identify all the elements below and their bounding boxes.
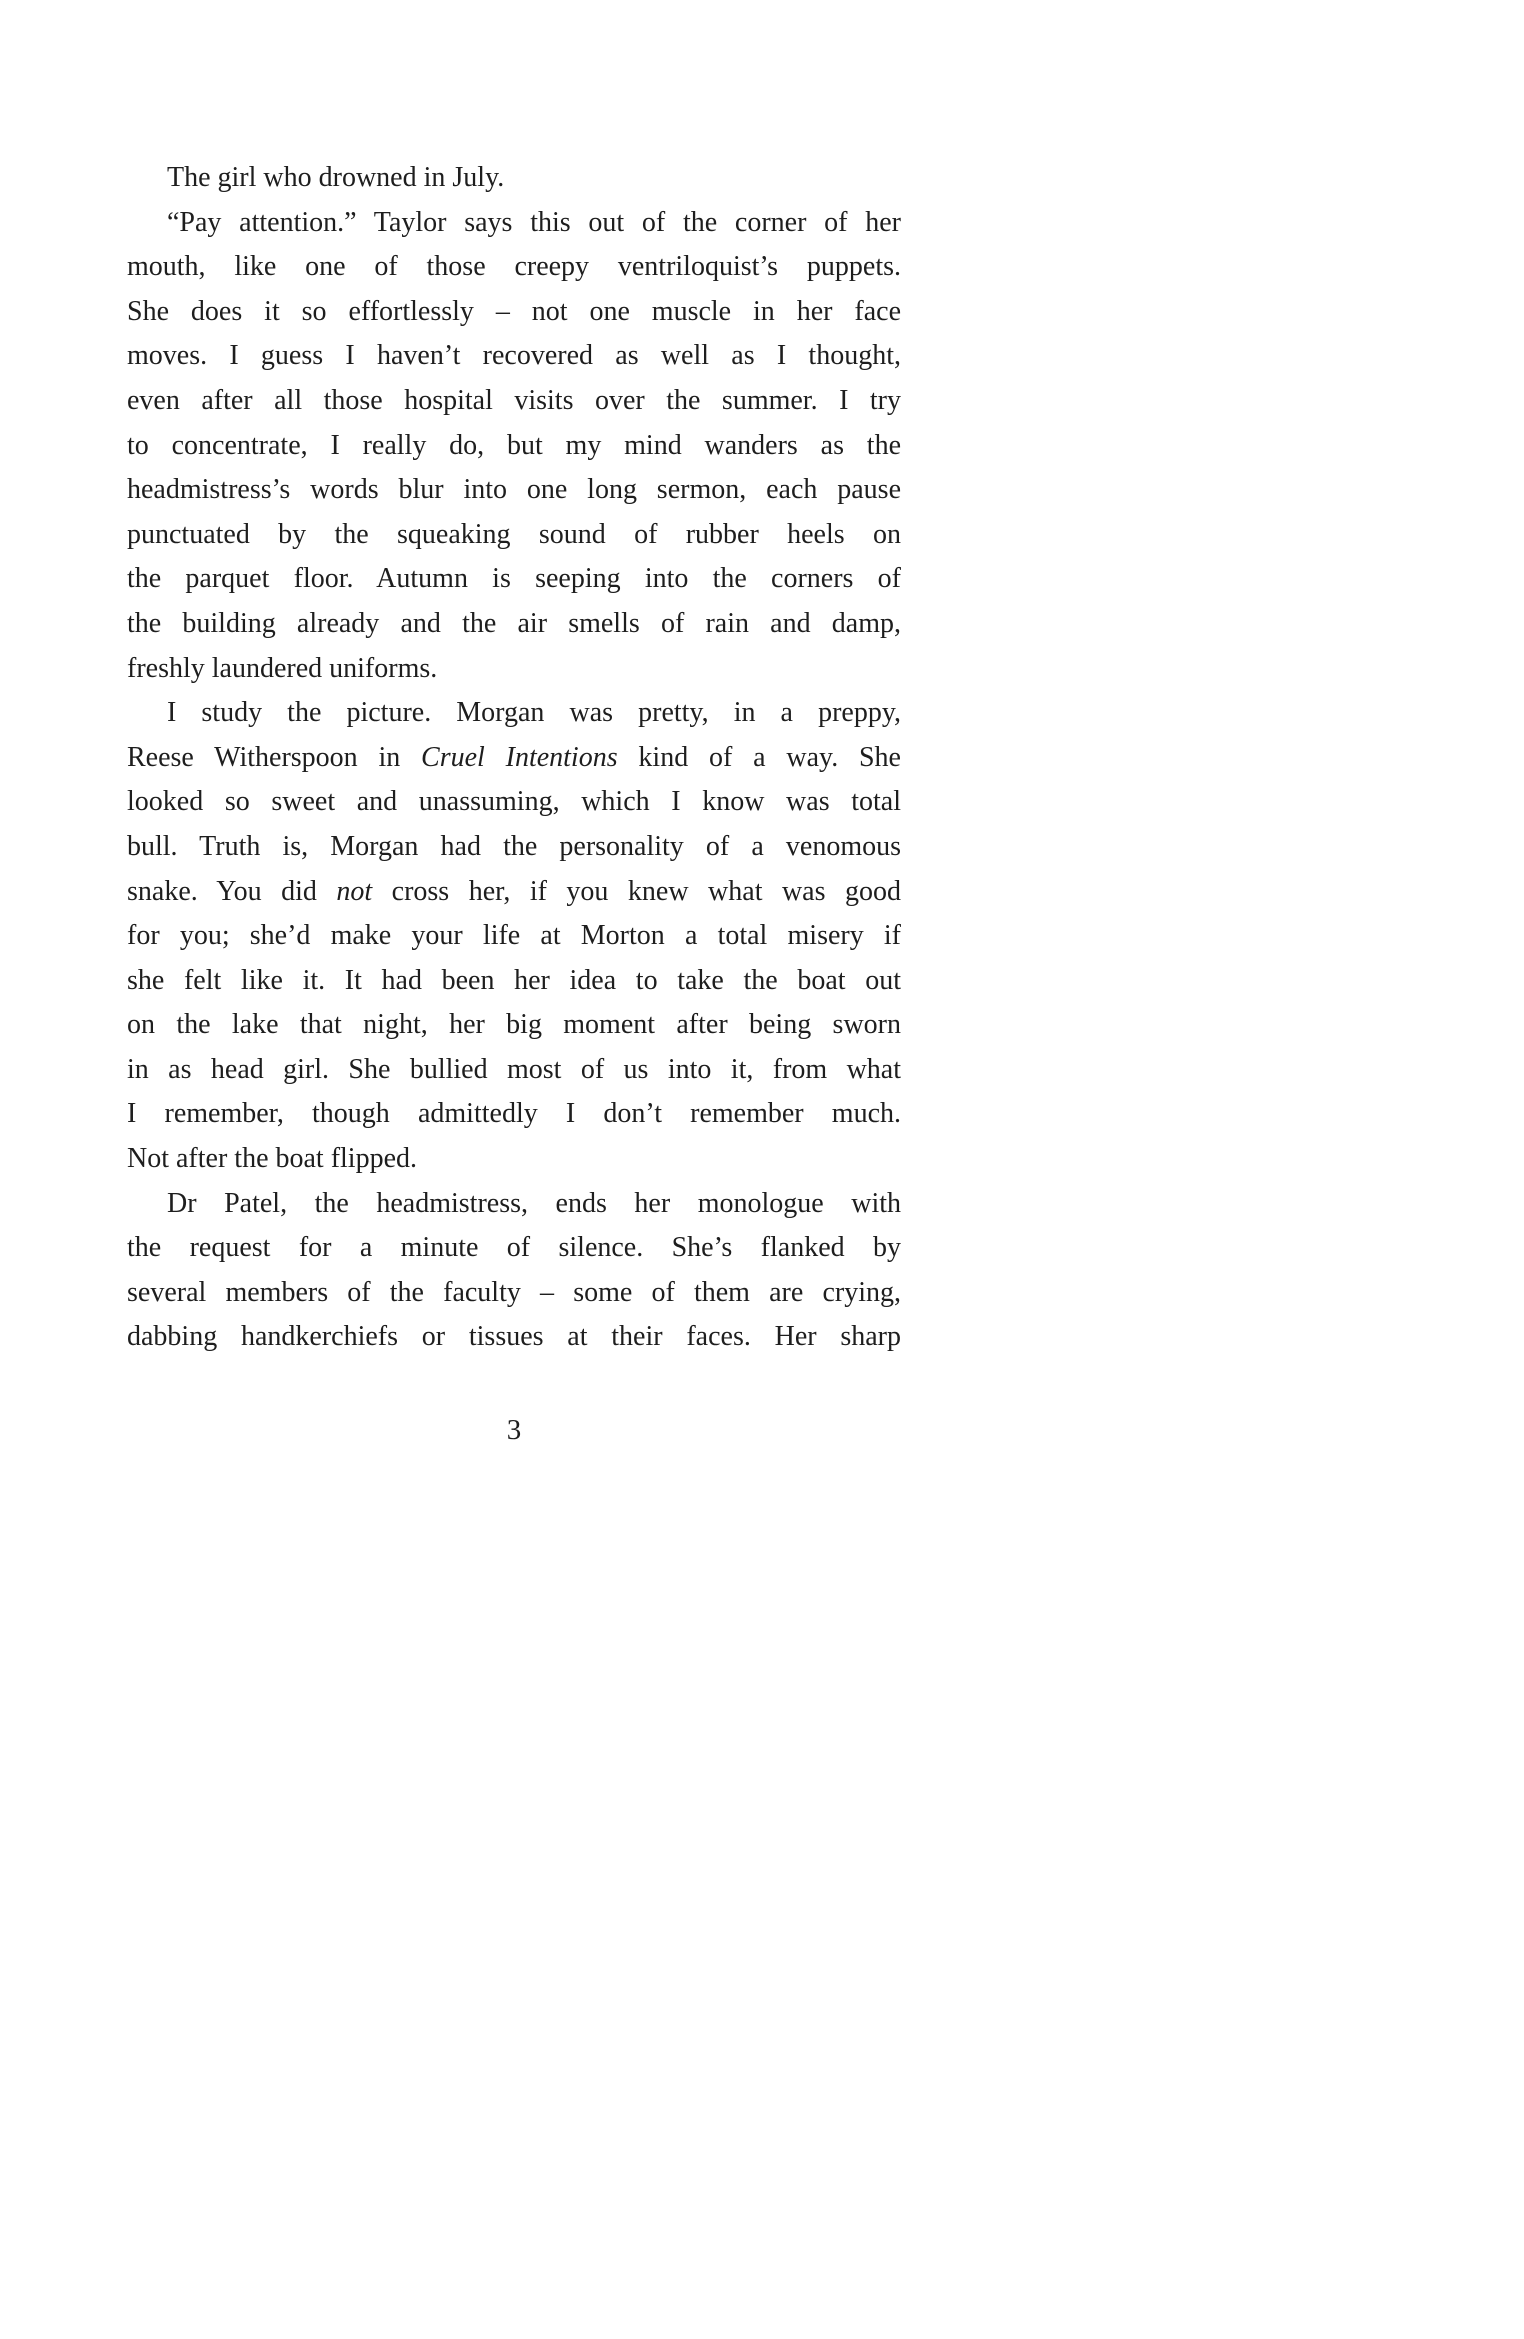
text-line: to concentrate, I really do, but my mind wanders as the: [127, 429, 901, 461]
text-line: in as head girl. She bullied most of us into it, from what: [127, 1053, 901, 1085]
text-line: snake. You did not cross her, if you knew what was good: [127, 875, 901, 907]
text-line: The girl who drowned in July.: [167, 162, 505, 193]
text-line: the parquet floor. Autumn is seeping into the corners of: [127, 563, 901, 595]
text-line: for you; she’d make your life at Morton a total misery if: [127, 920, 901, 952]
paragraph: [127, 691, 901, 1182]
paragraph: [127, 156, 901, 201]
text-line: freshly laundered uniforms.: [127, 652, 438, 684]
text-line: moves. I guess I haven’t recovered as well as I thought,: [127, 340, 901, 372]
text-line: Not after the boat flipped.: [127, 1143, 418, 1175]
text-line: I study the picture. Morgan was pretty, in a preppy,: [167, 697, 901, 729]
text-line: on the lake that night, her big moment after being sworn: [127, 1009, 901, 1041]
paragraph: [127, 201, 901, 692]
text-line: She does it so effortlessly – not one muscle in her face: [127, 295, 901, 327]
text-line: the building already and the air smells of rain and damp,: [127, 607, 901, 639]
text-line: Dr Patel, the headmistress, ends her monologue with: [167, 1187, 901, 1219]
text-line: bull. Truth is, Morgan had the personality of a venomous: [127, 830, 901, 862]
text-line: mouth, like one of those creepy ventriloquist’s puppets.: [127, 251, 901, 283]
text-line: “Pay attention.” Taylor says this out of the corner of her: [167, 206, 901, 238]
text-line: even after all those hospital visits over the summer. I try: [127, 384, 901, 416]
text-block: [127, 156, 901, 1360]
text-line: dabbing handkerchiefs or tissues at their faces. Her sharp: [127, 1321, 901, 1353]
text-line: she felt like it. It had been her idea to take the boat out: [127, 964, 901, 996]
text-line: Reese Witherspoon in Cruel Intentions kind of a way. She: [127, 741, 901, 773]
text-line: headmistress’s words blur into one long sermon, each pause: [127, 474, 901, 506]
paragraph: [127, 1182, 901, 1360]
text-line: looked so sweet and unassuming, which I know was total: [127, 786, 901, 818]
page-number: 3: [506, 1414, 522, 1446]
text-line: punctuated by the squeaking sound of rubber heels on: [127, 518, 901, 550]
text-line: the request for a minute of silence. She’s flanked by: [127, 1232, 901, 1264]
text-line: I remember, though admittedly I don’t remember much.: [127, 1098, 901, 1130]
text-line: several members of the faculty – some of them are crying,: [127, 1276, 901, 1308]
